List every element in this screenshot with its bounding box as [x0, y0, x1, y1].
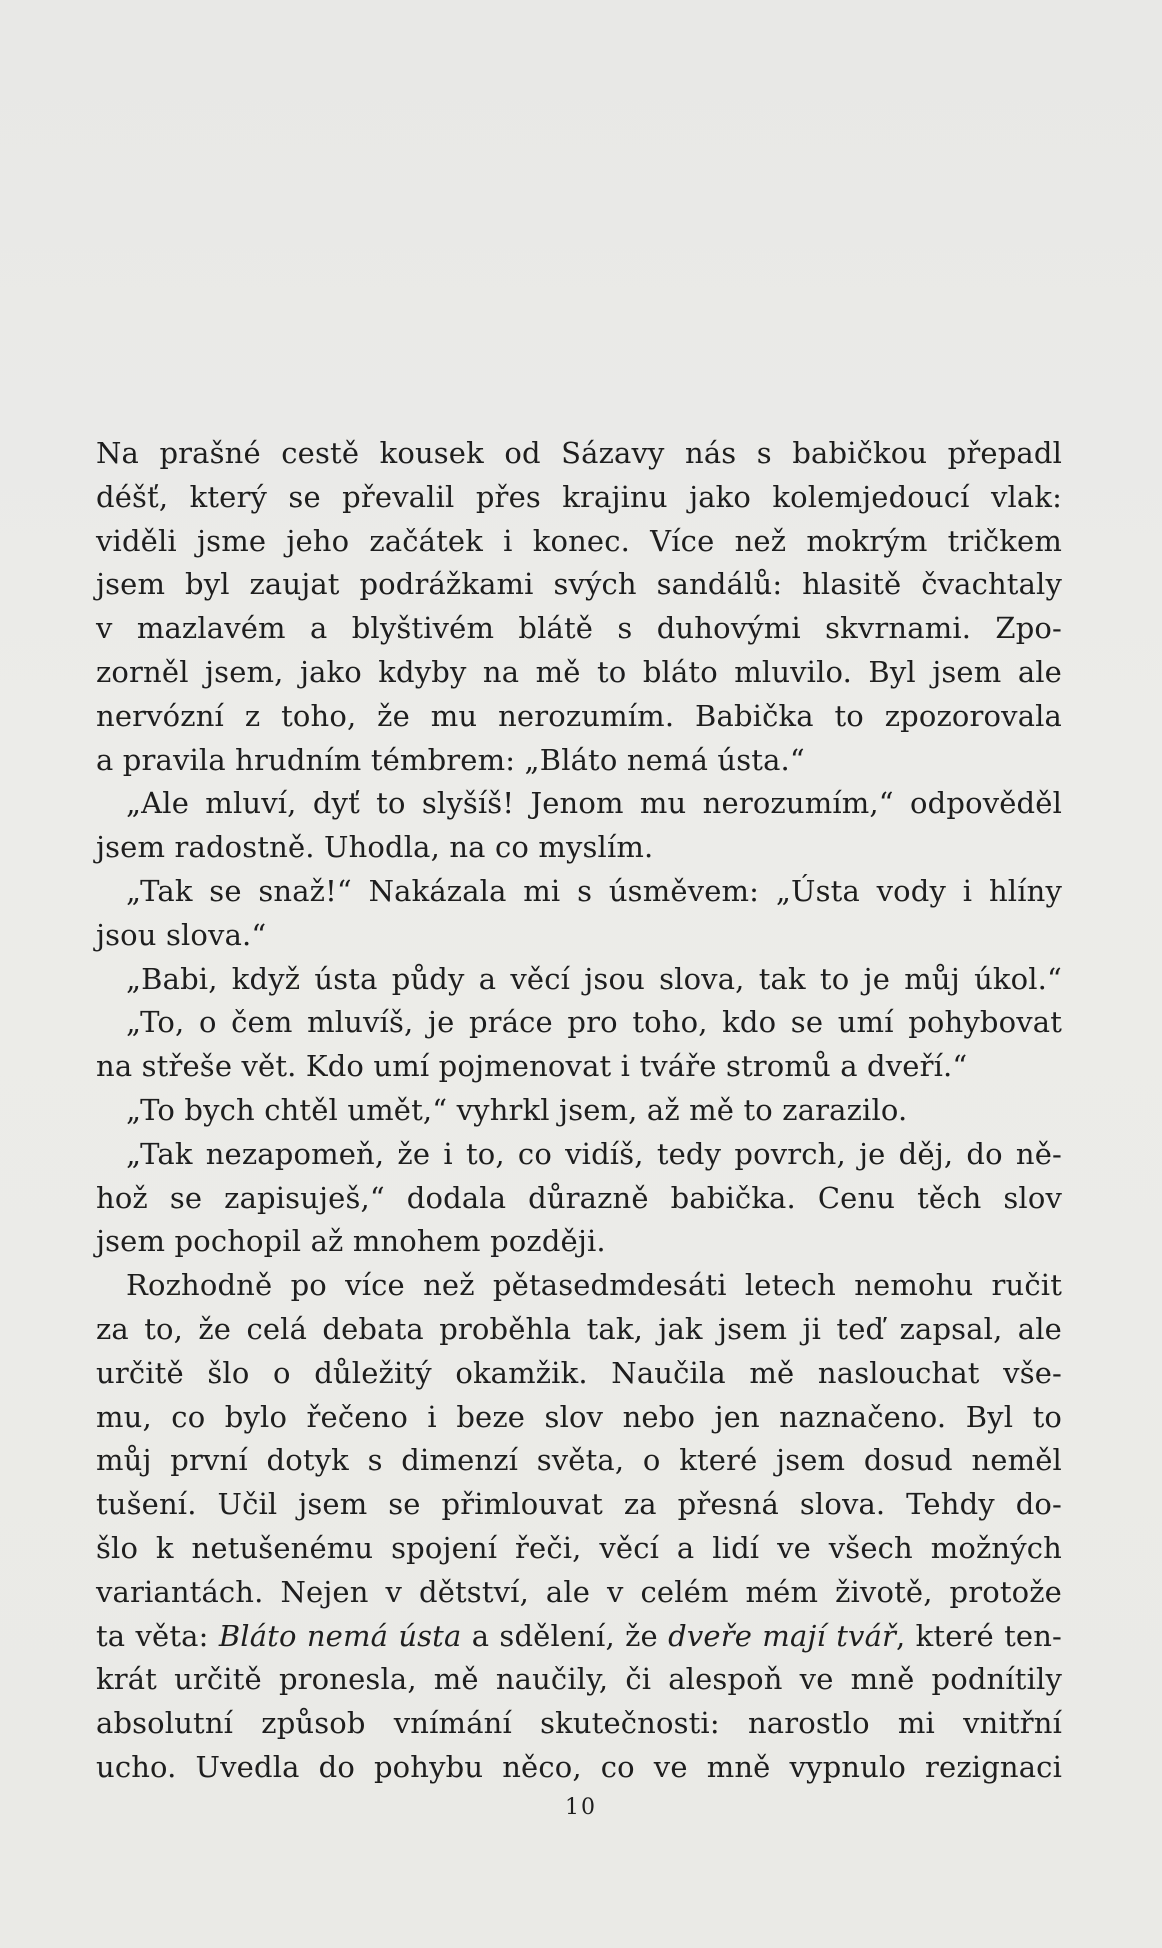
text-line: jsem pochopil až mnohem později. — [96, 1224, 606, 1259]
page-number: 10 — [565, 1795, 597, 1820]
text-line: Rozhodně po více než pětasedmdesáti letech nemohu ručit — [126, 1268, 1062, 1303]
text-line: zorněl jsem, jako kdyby na mě to bláto mluvilo. Byl jsem ale — [96, 654, 1062, 689]
text-line: určitě šlo o důležitý okamžik. Naučila mě naslouchat vše- — [96, 1355, 1062, 1390]
text-line-italic — [96, 1615, 1062, 1659]
italic-quote-blato: Bláto nemá ústa — [218, 1618, 462, 1653]
body-lines-bottom — [96, 1658, 1062, 1789]
text-line: viděli jsme jeho začátek i konec. Více než mokrým tričkem — [96, 523, 1062, 558]
text-line: ucho. Uvedla do pohybu něco, co ve mně vypnulo rezignaci — [96, 1749, 1062, 1784]
italic-quote-dvere: dveře mají tvář — [668, 1618, 897, 1653]
text-line: variantách. Nejen v dětství, ale v celém mém životě, protože — [96, 1574, 1062, 1609]
text-line: déšť, který se převalil přes krajinu jako kolemjedoucí vlak: — [96, 479, 1062, 514]
text-segment: a sdělení, že — [461, 1618, 669, 1653]
text-line: tušení. Učil jsem se přimlouvat za přesná slova. Tehdy do- — [96, 1487, 1062, 1522]
text-line: „To bych chtěl umět,“ vyhrkl jsem, až mě to zarazilo. — [126, 1092, 908, 1127]
text-line: hož se zapisuješ,“ dodala důrazně babička. Cenu těch slov — [96, 1180, 1062, 1215]
text-line: mu, co bylo řečeno i beze slov nebo jen naznačeno. Byl to — [96, 1399, 1062, 1434]
text-line: můj první dotyk s dimenzí světa, o které jsem dosud neměl — [96, 1443, 1062, 1478]
text-line: jsou slova.“ — [96, 917, 267, 952]
text-segment: ta věta: — [96, 1618, 219, 1653]
text-line: „Tak nezapomeň, že i to, co vidíš, tedy povrch, je děj, do ně- — [126, 1136, 1062, 1171]
text-line: Na prašné cestě kousek od Sázavy nás s babičkou přepadl — [96, 436, 1062, 470]
text-segment: , které ten- — [896, 1618, 1063, 1653]
text-line: absolutní způsob vnímání skutečnosti: narostlo mi vnitřní — [96, 1706, 1062, 1741]
text-line: „Ale mluví, dyť to slyšíš! Jenom mu nerozumím,“ odpověděl — [126, 786, 1062, 821]
body-text — [96, 432, 1062, 1790]
text-line: jsem byl zaujat podrážkami svých sandálů: hlasitě čvachtaly — [96, 567, 1062, 602]
text-line: šlo k netušenému spojení řeči, věcí a lidí ve všech možných — [96, 1530, 1062, 1565]
text-line: „Babi, když ústa půdy a věcí jsou slova, tak to je můj úkol.“ — [126, 961, 1062, 996]
text-line: a pravila hrudním témbrem: „Bláto nemá ústa.“ — [96, 742, 805, 777]
text-line: krát určitě pronesla, mě naučily, či alespoň ve mně podnítily — [96, 1662, 1062, 1697]
text-line: v mazlavém a blyštivém blátě s duhovými skvrnami. Zpo- — [96, 611, 1062, 646]
text-line: „Tak se snaž!“ Nakázala mi s úsměvem: „Ústa vody i hlíny — [126, 873, 1062, 908]
text-line: na střeše vět. Kdo umí pojmenovat i tváře stromů a dveří.“ — [96, 1049, 968, 1084]
body-lines-top — [96, 432, 1062, 1615]
text-line: jsem radostně. Uhodla, na co myslím. — [96, 830, 654, 865]
text-line: za to, že celá debata proběhla tak, jak jsem ji teď zapsal, ale — [96, 1311, 1062, 1346]
text-line: „To, o čem mluvíš, je práce pro toho, kdo se umí pohybovat — [126, 1005, 1062, 1040]
text-line: nervózní z toho, že mu nerozumím. Babička to zpozorovala — [96, 698, 1062, 733]
